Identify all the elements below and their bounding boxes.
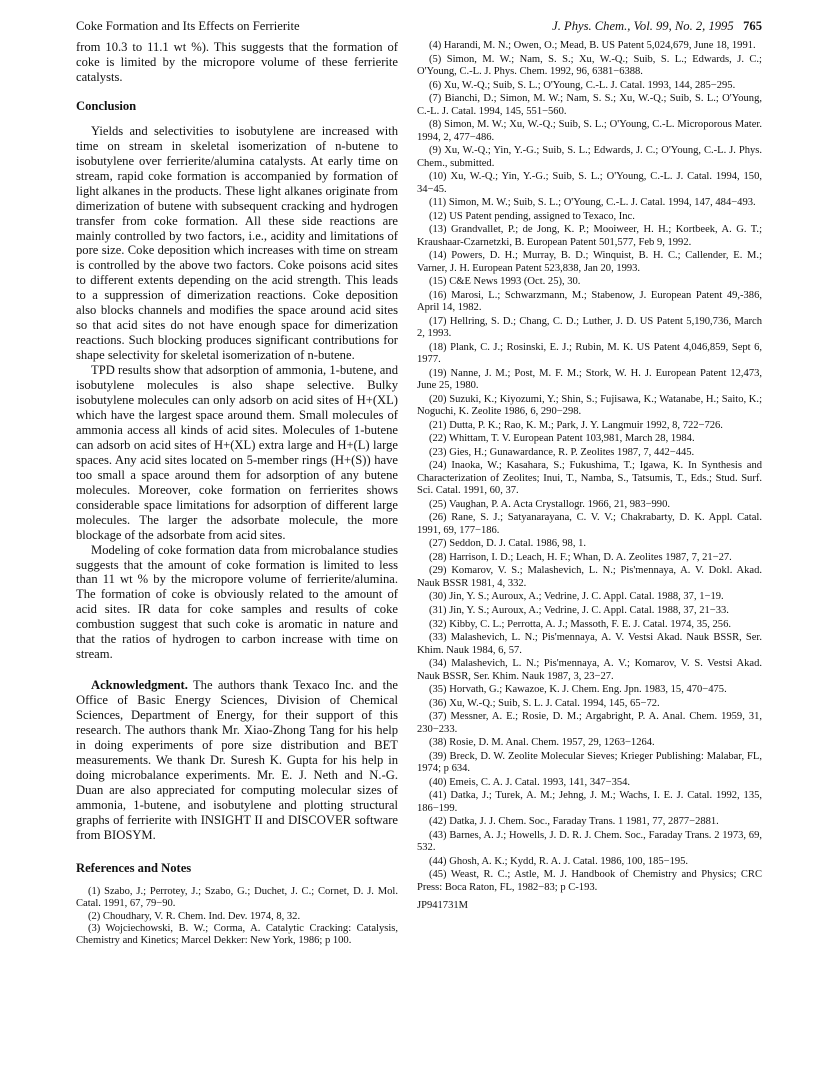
reference-item: (28) Harrison, I. D.; Leach, H. F.; Whan, D. A. Zeolites 1987, 7, 21−27. — [429, 551, 732, 563]
conclusion-heading: Conclusion — [76, 98, 137, 113]
reference-item: (35) Horvath, G.; Kawazoe, K. J. Chem. Eng. Jpn. 1983, 15, 470−475. — [429, 684, 727, 696]
left-column — [76, 40, 398, 948]
reference-item: (5) Simon, M. W.; Nam, S. S.; Xu, W.-Q.; Suib, S. L.; Edwards, J. C.; O'Young, C.-L. J. Phys. Chem. 1992, 96, 6381−6388. — [417, 53, 762, 77]
reference-item: (14) Powers, D. H.; Murray, B. D.; Winquist, B. H. C.; Callender, E. M.; Varner, J. H. European Patent 523,838, Jan 20, 1993. — [417, 250, 762, 274]
right-column — [417, 40, 762, 913]
reference-item: (6) Xu, W.-Q.; Suib, S. L.; O'Young, C.-L. J. Catal. 1993, 144, 285−295. — [429, 79, 736, 91]
reference-item: (13) Grandvallet, P.; de Jong, K. P.; Mooiweer, H. H.; Kortbeek, A. G. T.; Kraushaar-Czarnetzki, B. European Patent 501,577, Feb 9, 1992. — [417, 224, 762, 248]
reference-item: (22) Whittam, T. V. European Patent 103,981, March 28, 1984. — [429, 433, 695, 445]
reference-item: (19) Nanne, J. M.; Post, M. F. M.; Stork, W. H. J. European Patent 12,473, June 25, 1980. — [417, 367, 762, 392]
reference-item: (10) Xu, W.-Q.; Yin, Y.-G.; Suib, S. L.; O'Young, C.-L. J. Catal. 1994, 150, 34−45. — [417, 171, 762, 195]
reference-item: (21) Dutta, P. K.; Rao, K. M.; Park, J. Y. Langmuir 1992, 8, 722−726. — [429, 419, 723, 431]
running-header — [76, 16, 762, 36]
intro-paragraph: from 10.3 to 11.1 wt %). This suggests that the formation of coke is limited by the micropore volume of these ferrierite catalysts. — [76, 40, 398, 84]
reference-item: (36) Xu, W.-Q.; Suib, S. L. J. Catal. 1994, 145, 65−72. — [429, 697, 660, 709]
reference-item: (17) Hellring, S. D.; Chang, C. D.; Luther, J. D. US Patent 5,190,736, March 2, 1993. — [417, 315, 762, 340]
conclusion-paragraph-1: Yields and selectivities to isobutylene are increased with time on stream in skeletal isomerization of n-butene to isobutylene over ferrierite/alumina catalysts. At early time on stream, rapid coke formation is accompanied by formation of light alkanes in the products. These light alkanes originate from dimerization of butene with subsequent cracking and hydrogen transfer from coke formation. All these side reactions are mainly controlled by two factors, i.e., acidity and limitations of pore size. Coke deposition which increases with time on stream is controlled by the above two factors. Coke poisons acid sites to different extents depending on the acid strength. This leads to a suppression of dimerization reactions. Coke deposition also blocks channels and modifies the space around acid sites so that acid sites do not have enough space for dimerization reactions. Such blocking produces significant contributions for shape selectivity for skeletal isomerization of n-butene. — [76, 123, 398, 363]
reference-item: (24) Inaoka, W.; Kasahara, S.; Fukushima, T.; Igawa, K. In Synthesis and Characterization of Zeolites; Inui, T., Namba, S., Tatsumis, T., Eds.; Stud. Surf. Sci. Catal. 1991, 60, 37. — [417, 460, 762, 497]
reference-item: (16) Marosi, L.; Schwarzmann, M.; Stabenow, J. European Patent 49,-386, April 14, 1982. — [417, 289, 762, 314]
reference-item: (37) Messner, A. E.; Rosie, D. M.; Argabright, P. A. Anal. Chem. 1959, 31, 230−233. — [417, 711, 762, 735]
reference-item: (45) Weast, R. C.; Astle, M. J. Handbook of Chemistry and Physics; CRC Press: Boca Raton, FL, 1982−83; p C-193. — [417, 869, 762, 893]
acknowledgment — [76, 678, 398, 842]
reference-item: (3) Wojciechowski, B. W.; Corma, A. Catalytic Cracking: Catalysis, Chemistry and Kinetics; Marcel Dekker: New York, 1986; p 100. — [76, 923, 398, 947]
reference-item: (11) Simon, M. W.; Suib, S. L.; O'Young, C.-L. J. Catal. 1994, 147, 484−493. — [429, 197, 756, 209]
reference-item: (8) Simon, M. W.; Xu, W.-Q.; Suib, S. L.; O'Young, C.-L. Microporous Mater. 1994, 2, 477−486. — [417, 119, 762, 143]
reference-item: (43) Barnes, A. J.; Howells, J. D. R. J. Chem. Soc., Faraday Trans. 2 1973, 69, 532. — [417, 829, 762, 854]
references-heading: References and Notes — [76, 860, 192, 875]
acknowledgment-label: Acknowledgment. — [91, 678, 188, 693]
reference-item: (9) Xu, W.-Q.; Yin, Y.-G.; Suib, S. L.; Edwards, J. C.; O'Young, C.-L. J. Phys. Chem., submitted. — [417, 145, 762, 169]
reference-item: (1) Szabo, J.; Perrotey, J.; Szabo, G.; Duchet, J. C.; Cornet, D. J. Mol. Catal. 1991, 67, 79−90. — [76, 885, 398, 910]
reference-item: (39) Breck, D. W. Zeolite Molecular Sieves; Krieger Publishing: Malabar, FL, 1974; p 634. — [417, 750, 762, 775]
reference-item: (18) Plank, C. J.; Rosinski, E. J.; Rubin, M. K. US Patent 4,046,859, Sept 6, 1977. — [417, 341, 762, 366]
reference-item: (4) Harandi, M. N.; Owen, O.; Mead, B. US Patent 5,024,679, June 18, 1991. — [429, 40, 756, 51]
page-number: 765 — [743, 19, 762, 33]
reference-item: (27) Seddon, D. J. Catal. 1986, 98, 1. — [429, 538, 587, 550]
references-list-right — [417, 40, 762, 894]
conclusion-paragraph-2: TPD results show that adsorption of ammonia, 1-butene, and isobutylene molecules is also shape selective. Bulky isobutylene molecules can only adsorb on acid sites of H+(XL) which have the largest space around them. Small molecules of ammonia access all kinds of acid sites. Molecules of 1-butene can adsorb on acid sites of H+(XL) extra large and H+(L) large spaces. Any acid sites located on 5-member rings (H+(S)) have too small a space around them for adsorption of any butene molecules. Moreover, coke formation on ferrierites shows considerable space limitations for adsorption of different large molecules. The larger the adsorbate molecule, the more blockage of the adsorbate from acid sites. — [76, 363, 398, 542]
manuscript-id: JP941731M — [417, 900, 468, 912]
reference-item: (26) Rane, S. J.; Satyanarayana, C. V. V.; Chakrabarty, D. K. Appl. Catal. 1991, 69, 177−186. — [417, 512, 762, 536]
reference-item: (32) Kibby, C. L.; Perrotta, A. J.; Massoth, F. E. J. Catal. 1974, 35, 256. — [429, 618, 731, 630]
reference-item: (15) C&E News 1993 (Oct. 25), 30. — [429, 276, 581, 288]
reference-item: (2) Choudhary, V. R. Chem. Ind. Dev. 1974, 8, 32. — [88, 910, 301, 922]
journal-name: J. Phys. Chem., Vol. 99, No. 2, 1995 — [552, 19, 734, 33]
reference-item: (44) Ghosh, A. K.; Kydd, R. A. J. Catal. 1986, 100, 185−195. — [429, 855, 689, 867]
reference-item: (33) Malashevich, L. N.; Pis'mennaya, A. V. Vestsi Akad. Nauk BSSR, Ser. Khim. Nauk 1984, 6, 57. — [417, 632, 762, 656]
references-list-left — [76, 886, 398, 948]
running-title: Coke Formation and Its Effects on Ferrierite — [76, 19, 300, 33]
reference-item: (20) Suzuki, K.; Kiyozumi, Y.; Shin, S.; Fujisawa, K.; Watanabe, H.; Saito, K.; Noguchi, K. Zeolite 1986, 6, 290−298. — [417, 393, 762, 418]
reference-item: (12) US Patent pending, assigned to Texaco, Inc. — [429, 210, 635, 222]
reference-item: (38) Rosie, D. M. Anal. Chem. 1957, 29, 1263−1264. — [429, 737, 655, 749]
acknowledgment-text: The authors thank Texaco Inc. and the Office of Basic Energy Sciences, Division of Chemical Sciences, Department of Energy, for their support of this research. The authors thank Mr. Xiao-Zhong Tang for his help in doing experiments of pore size distribution and BET measurements. We thank Dr. Suresh K. Gupta for his help in doing microbalance experiments. Mr. E. J. Neth and N.-G. Duan are also appreciated for computing molecular sizes of ammonia, 1-butene, and isobutylene and plotting structural graphs of ferrierite with INSIGHT II and DISCOVER software from BIOSYM. — [76, 678, 399, 842]
reference-item: (29) Komarov, V. S.; Malashevich, L. N.; Pis'mennaya, A. V. Dokl. Akad. Nauk BSSR 1981, 4, 332. — [417, 565, 762, 589]
reference-item: (25) Vaughan, P. A. Acta Crystallogr. 1966, 21, 983−990. — [429, 498, 670, 510]
reference-item: (23) Gies, H.; Gunawardance, R. P. Zeolites 1987, 7, 442−445. — [429, 446, 695, 458]
journal-citation — [552, 16, 762, 36]
reference-item: (41) Datka, J.; Turek, A. M.; Jehng, J. M.; Wachs, I. E. J. Catal. 1992, 135, 186−199. — [417, 790, 762, 814]
reference-item: (30) Jin, Y. S.; Auroux, A.; Vedrine, J. C. Appl. Catal. 1988, 37, 1−19. — [429, 591, 724, 603]
reference-item: (31) Jin, Y. S.; Auroux, A.; Vedrine, J. C. Appl. Catal. 1988, 37, 21−33. — [429, 605, 729, 617]
reference-item: (40) Emeis, C. A. J. Catal. 1993, 141, 347−354. — [429, 776, 631, 788]
reference-item: (42) Datka, J. J. Chem. Soc., Faraday Trans. 1 1981, 77, 2877−2881. — [429, 816, 719, 828]
conclusion-paragraph-3: Modeling of coke formation data from microbalance studies suggests that the amount of coke formation is limited to less than 11 wt % by the micropore volume of ferrierite/alumina. The formation of coke is obviously related to the amount of acid sites. IR data for coke samples and results of coke combustion suggest that such coke is aromatic in nature and that the ratios of hydrogen to carbon increase with time on stream. — [76, 542, 398, 662]
reference-item: (7) Bianchi, D.; Simon, M. W.; Nam, S. S.; Xu, W.-Q.; Suib, S. L.; O'Young, C.-L. J. Catal. 1994, 145, 551−560. — [417, 93, 762, 117]
reference-item: (34) Malashevich, L. N.; Pis'mennaya, A. V.; Komarov, V. S. Vestsi Akad. Nauk BSSR, Ser. Khim. Nauk 1987, 3, 23−27. — [417, 658, 762, 682]
